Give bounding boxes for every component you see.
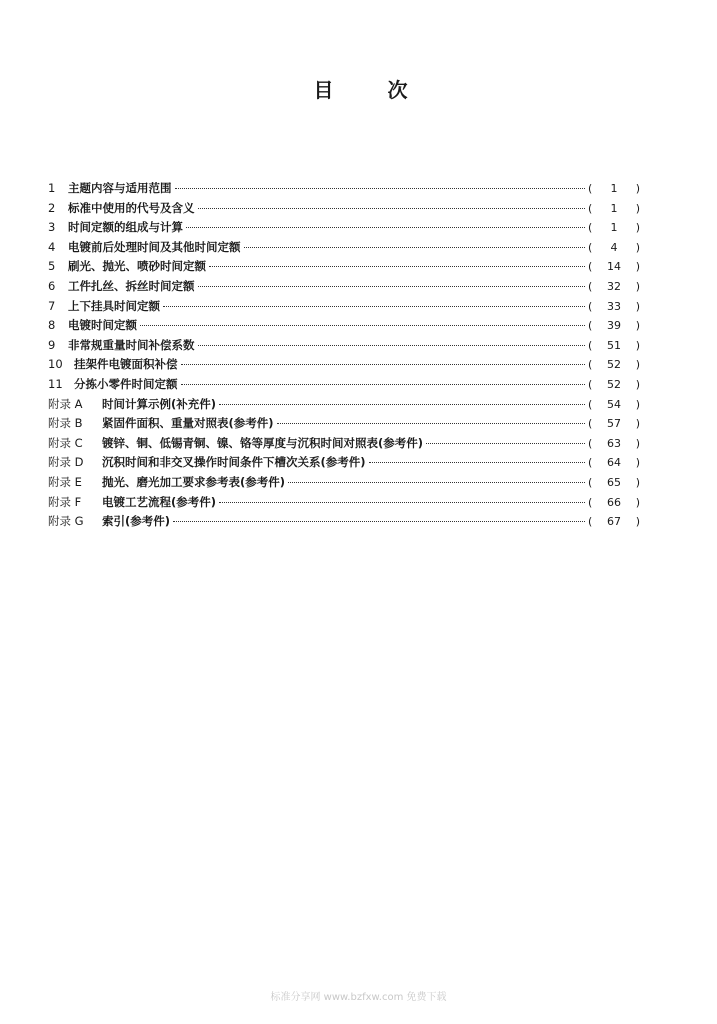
toc-entry-page (588, 241, 640, 254)
toc-page-number: 64 (607, 456, 621, 470)
toc-entry-number: 3 (48, 220, 56, 235)
toc-page-open-paren: ( (588, 358, 593, 372)
toc-entry-number: 1 (48, 181, 56, 195)
toc-page-number: 67 (607, 515, 621, 529)
toc-entry-title: 索引(参考件) (102, 514, 171, 529)
toc-page-open-paren: ( (588, 221, 593, 235)
toc-page-open-paren: ( (588, 279, 593, 293)
toc-page-close-paren: ) (635, 299, 640, 313)
toc-page-close-paren: ) (635, 377, 640, 391)
toc-entry[interactable] (48, 513, 640, 533)
toc-page-close-paren: ) (635, 456, 640, 470)
toc-leader-dots (369, 462, 585, 463)
toc-entry-title: 镀锌、铜、低锡青铜、镍、铬等厚度与沉积时间对照表(参考件) (102, 435, 424, 450)
toc-entry-title: 主题内容与适用范围 (68, 181, 172, 195)
toc-page-number: 52 (607, 377, 621, 391)
toc-entry-number: 5 (48, 259, 56, 274)
toc-page-number: 51 (607, 338, 621, 352)
footer-watermark: 标准分享网 www.bzfxw.com 免费下载 (270, 992, 447, 1003)
toc-entry-number: 11 (48, 376, 63, 391)
toc-entry-title: 工件扎丝、拆丝时间定额 (68, 278, 195, 293)
toc-page-open-paren: ( (588, 319, 593, 333)
toc-entry-title: 非常规重量时间补偿系数 (68, 337, 195, 352)
toc-page-close-paren: ) (635, 260, 640, 274)
toc-entry[interactable] (48, 474, 640, 494)
toc-entry-title: 上下挂具时间定额 (68, 298, 160, 313)
toc-page-number: 65 (607, 475, 621, 489)
toc-entry-page (588, 515, 640, 528)
toc-entry-page (588, 280, 640, 293)
toc-leader-dots (219, 502, 585, 503)
toc-page-open-paren: ( (588, 436, 593, 450)
toc-leader-dots (181, 364, 586, 365)
toc-page-open-paren: ( (588, 475, 593, 489)
toc-entry[interactable] (48, 454, 640, 474)
toc-entry[interactable] (48, 337, 640, 357)
toc-leader-dots (186, 227, 585, 228)
toc-page-close-paren: ) (635, 221, 640, 235)
page-title-char-1: 目 (313, 78, 334, 102)
toc-page-open-paren: ( (588, 299, 593, 313)
toc-leader-dots (198, 345, 586, 346)
toc-entry-page (588, 456, 640, 469)
toc-entry-page (588, 476, 640, 489)
toc-entry[interactable] (48, 435, 640, 455)
toc-entry-title: 分拣小零件时间定额 (74, 376, 178, 391)
toc-leader-dots (140, 325, 585, 326)
toc-entry[interactable] (48, 317, 640, 337)
toc-page-number: 39 (607, 319, 621, 333)
toc-entry-page (588, 319, 640, 332)
toc-entry-number: 附录 D (48, 455, 84, 470)
toc-entry-page (588, 378, 640, 391)
toc-page-number: 4 (610, 240, 618, 254)
toc-entry-number: 附录 B (48, 416, 83, 431)
toc-entry-number: 9 (48, 337, 56, 352)
toc-entry-title: 时间计算示例(补充件) (102, 396, 217, 411)
toc-entry-page (588, 221, 640, 234)
toc-leader-dots (288, 482, 585, 483)
toc-entry-number: 附录 C (48, 435, 83, 450)
toc-page-open-paren: ( (588, 515, 593, 529)
toc-page-open-paren: ( (588, 397, 593, 411)
toc-page-number: 1 (610, 221, 618, 235)
toc-entry-number: 8 (48, 318, 56, 333)
toc-entry-number: 4 (48, 239, 56, 254)
toc-entry-title: 电镀时间定额 (68, 318, 137, 333)
toc-entry-number: 10 (48, 357, 63, 372)
toc-page-number: 52 (607, 358, 621, 372)
toc-leader-dots (426, 443, 585, 444)
toc-entry-title: 标准中使用的代号及含义 (68, 200, 195, 215)
toc-entry-page (588, 202, 640, 215)
toc-entry[interactable] (48, 200, 640, 220)
toc-leader-dots (219, 404, 585, 405)
toc-page-close-paren: ) (635, 279, 640, 293)
toc-entry[interactable] (48, 239, 640, 259)
toc-entry-page (588, 300, 640, 313)
toc-page-number: 1 (610, 182, 618, 195)
toc-page-open-paren: ( (588, 338, 593, 352)
toc-entry-page (588, 182, 640, 195)
toc-entry[interactable] (48, 415, 640, 435)
toc-page-open-paren: ( (588, 201, 593, 215)
toc-page-close-paren: ) (635, 240, 640, 254)
toc-entry-page (588, 358, 640, 371)
toc-page-close-paren: ) (635, 397, 640, 411)
toc-entry[interactable] (48, 298, 640, 318)
toc-page-close-paren: ) (635, 201, 640, 215)
toc-page-close-paren: ) (635, 475, 640, 489)
toc-page-open-paren: ( (588, 182, 593, 195)
toc-page-open-paren: ( (588, 456, 593, 470)
table-of-contents (48, 180, 640, 533)
toc-entry[interactable] (48, 494, 640, 514)
toc-entry-page (588, 417, 640, 430)
toc-page-open-paren: ( (588, 240, 593, 254)
toc-leader-dots (198, 286, 586, 287)
page-title-char-2: 次 (387, 78, 408, 102)
toc-page-number: 32 (607, 279, 621, 293)
toc-entry-number: 附录 F (48, 494, 82, 509)
toc-entry-title: 时间定额的组成与计算 (68, 220, 183, 235)
toc-leader-dots (277, 423, 585, 424)
toc-page-number: 54 (607, 397, 621, 411)
toc-entry-page (588, 339, 640, 352)
toc-entry-title: 刷光、抛光、喷砂时间定额 (68, 259, 206, 274)
toc-entry-number: 7 (48, 298, 56, 313)
toc-entry-number: 附录 E (48, 474, 82, 489)
toc-leader-dots (198, 208, 586, 209)
toc-page-number: 66 (607, 495, 621, 509)
toc-page-open-paren: ( (588, 495, 593, 509)
toc-page-open-paren: ( (588, 417, 593, 431)
toc-entry-page (588, 437, 640, 450)
toc-entry-title: 电镀工艺流程(参考件) (102, 494, 217, 509)
toc-page-number: 57 (607, 417, 621, 431)
toc-page-close-paren: ) (635, 338, 640, 352)
toc-entry-page (588, 496, 640, 509)
toc-entry-number: 2 (48, 200, 56, 215)
toc-page-number: 1 (610, 201, 618, 215)
toc-page-close-paren: ) (635, 319, 640, 333)
toc-leader-dots (209, 266, 585, 267)
toc-entry-number: 附录 G (48, 514, 84, 529)
toc-entry[interactable] (48, 258, 640, 278)
toc-page-close-paren: ) (635, 417, 640, 431)
toc-leader-dots (175, 188, 586, 189)
toc-entry-title: 挂架件电镀面积补偿 (74, 357, 178, 372)
toc-leader-dots (181, 384, 586, 385)
toc-page-close-paren: ) (635, 495, 640, 509)
toc-page-close-paren: ) (635, 436, 640, 450)
toc-entry-title: 抛光、磨光加工要求参考表(参考件) (102, 474, 286, 489)
toc-page-number: 14 (607, 260, 621, 274)
toc-entry[interactable] (48, 376, 640, 396)
toc-page-number: 33 (607, 299, 621, 313)
toc-entry-page (588, 260, 640, 273)
toc-entry[interactable] (48, 278, 640, 298)
toc-page-close-paren: ) (635, 182, 640, 195)
toc-entry-page (588, 398, 640, 411)
toc-entry-title: 沉积时间和非交叉操作时间条件下槽次关系(参考件) (102, 455, 366, 470)
toc-leader-dots (244, 247, 586, 248)
toc-leader-dots (173, 521, 585, 522)
toc-entry[interactable] (48, 180, 640, 200)
toc-leader-dots (163, 306, 585, 307)
toc-page-number: 63 (607, 436, 621, 450)
toc-entry[interactable] (48, 356, 640, 376)
toc-entry[interactable] (48, 396, 640, 416)
toc-entry-number: 附录 A (48, 396, 83, 411)
toc-page-open-paren: ( (588, 260, 593, 274)
page-title (0, 74, 717, 103)
toc-page-close-paren: ) (635, 515, 640, 529)
toc-entry-title: 紧固件面积、重量对照表(参考件) (102, 416, 274, 431)
toc-entry[interactable] (48, 219, 640, 239)
toc-page-close-paren: ) (635, 358, 640, 372)
toc-entry-title: 电镀前后处理时间及其他时间定额 (68, 239, 241, 254)
toc-page-open-paren: ( (588, 377, 593, 391)
toc-entry-number: 6 (48, 278, 56, 293)
